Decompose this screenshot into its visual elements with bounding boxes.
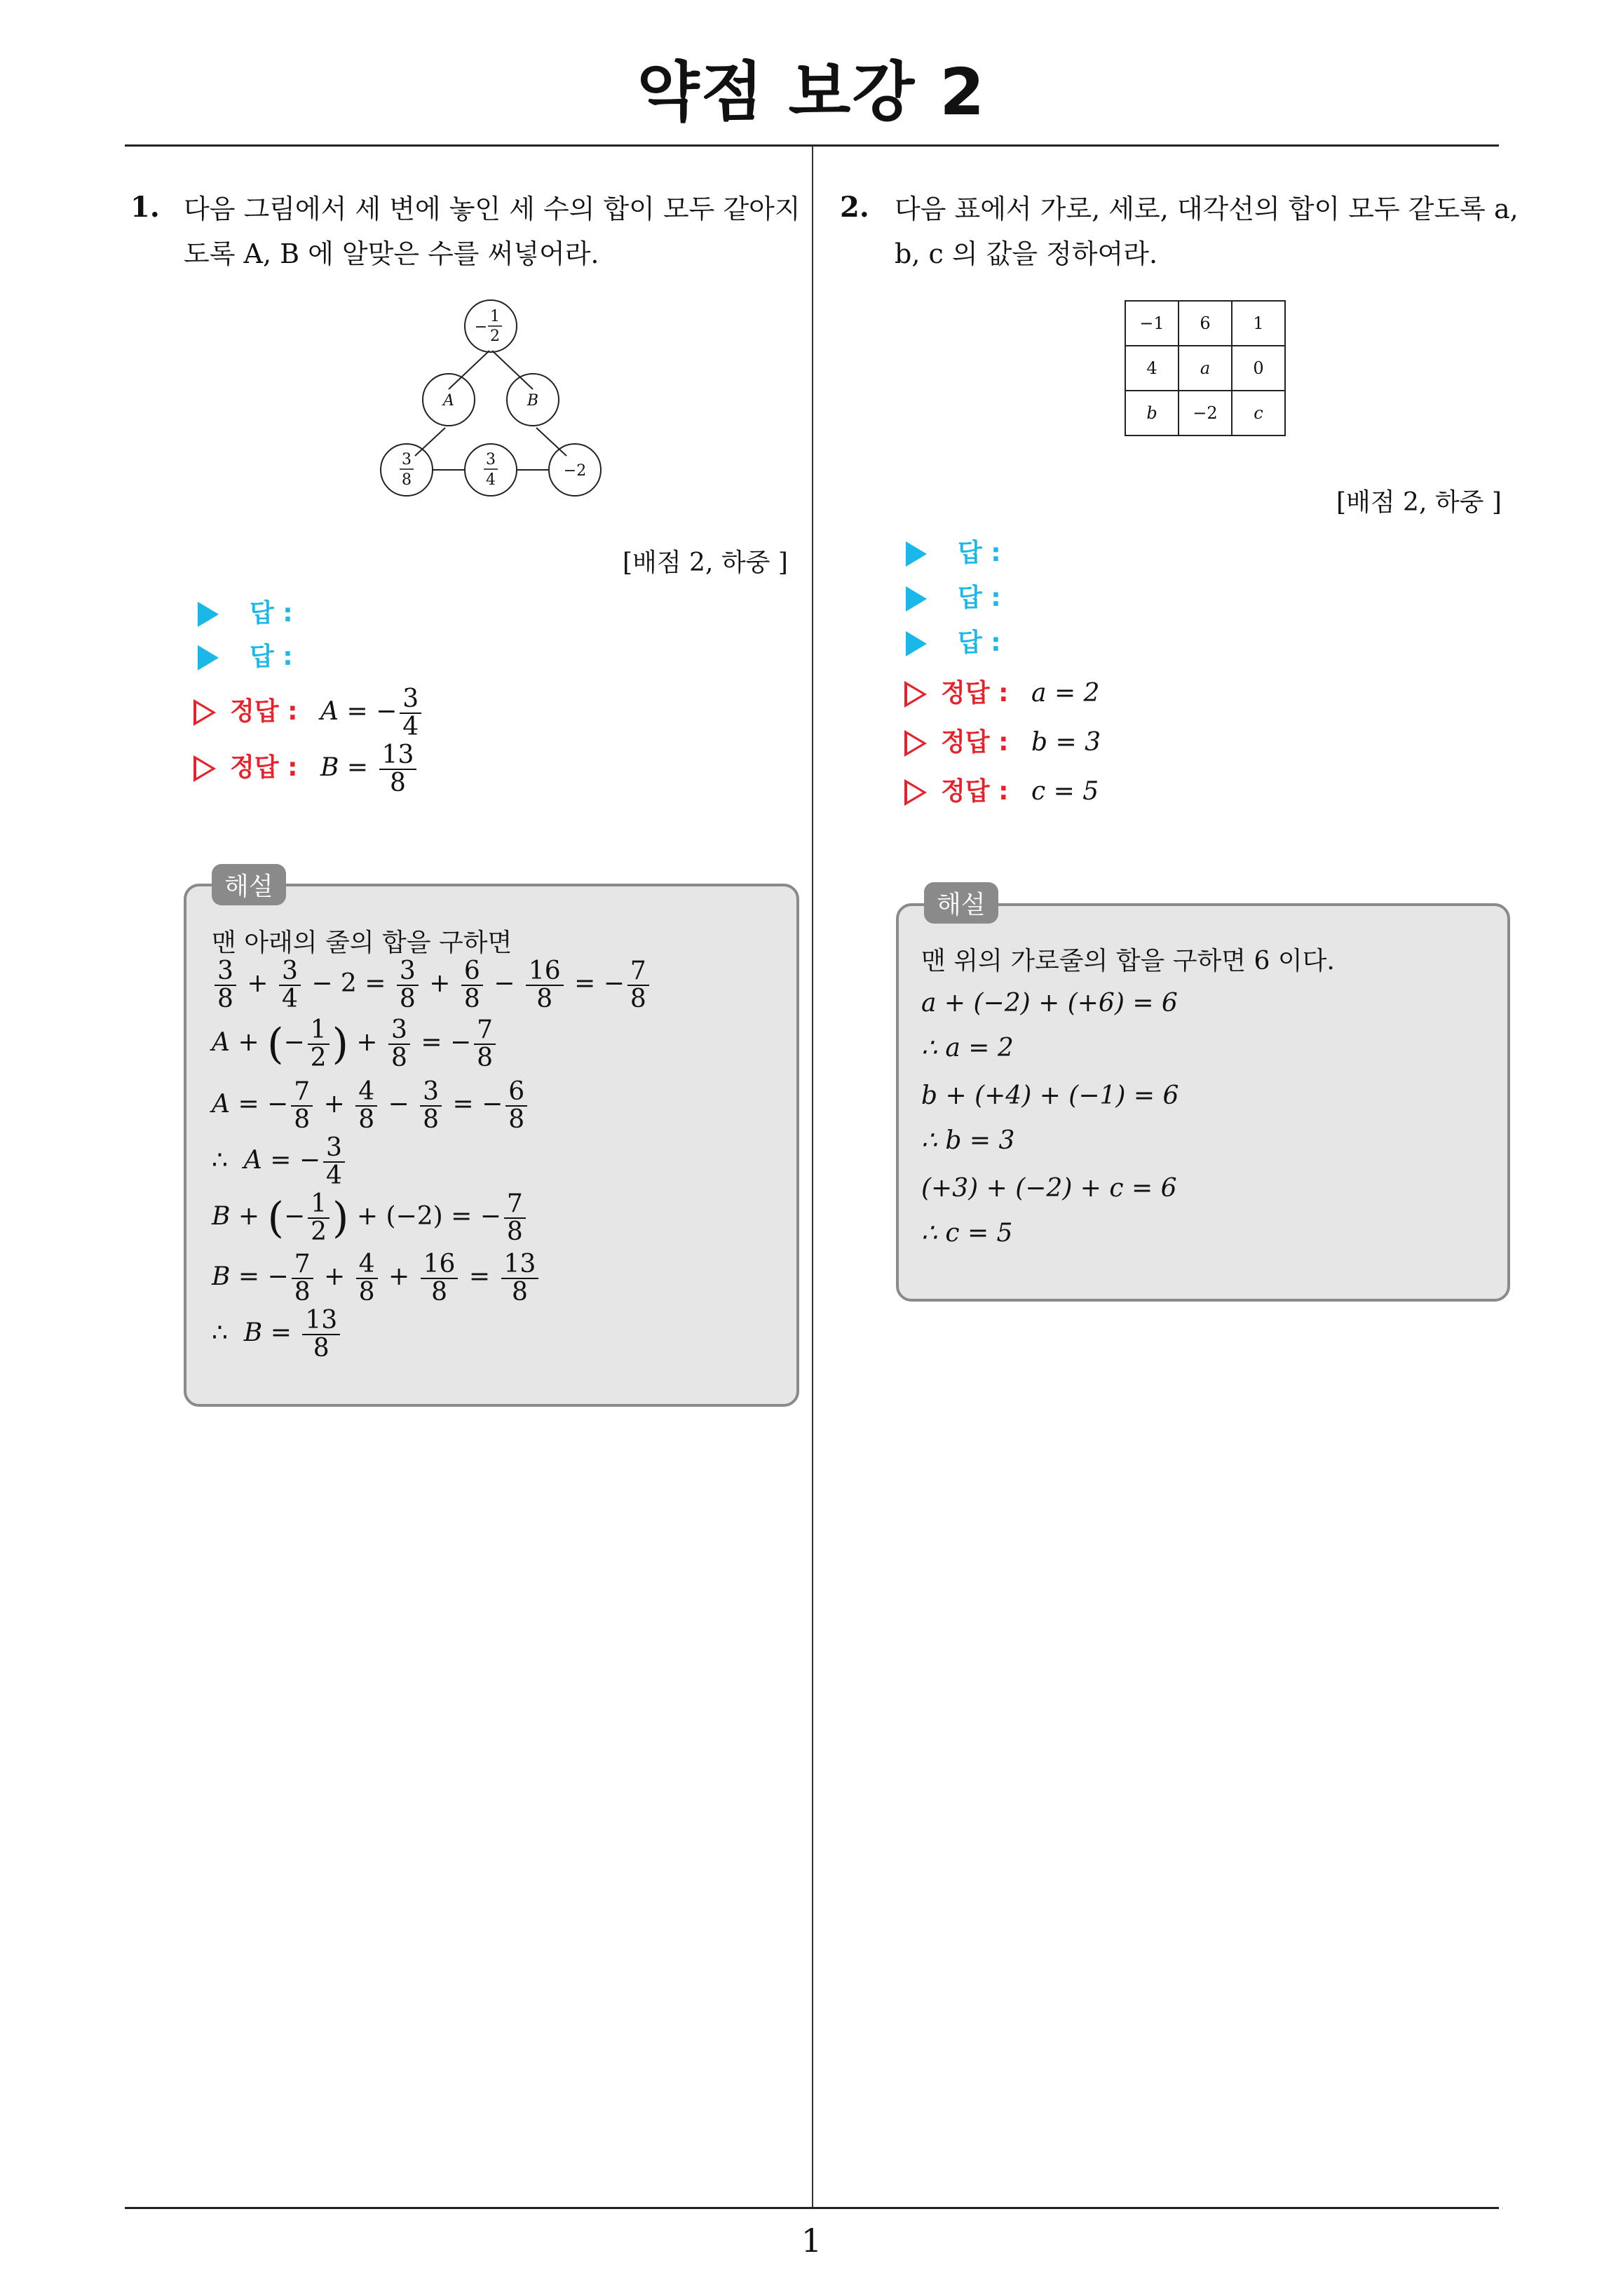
table-cell: 1 [1232, 301, 1285, 346]
q2-solution-line: ∴ a = 2 [921, 1034, 1014, 1062]
q2-correct-1: 정답 : a = 2 [904, 673, 1099, 709]
q2-correct-2: 정답 : b = 3 [904, 722, 1101, 758]
play-icon [198, 602, 219, 627]
q1-correct-2: 정답 : B = $\frac{13}{8}$ [193, 742, 419, 797]
q1-label-b: B [527, 392, 539, 410]
q2-solution-line: 맨 위의 가로줄의 합을 구하면 6 이다. [921, 947, 1335, 975]
q2-score: [배점 2, 하중 ] [1336, 488, 1502, 517]
q1-solution-tag: 해설 [212, 864, 286, 905]
page-title: 약점 보강 2 [637, 55, 986, 130]
table-cell: 6 [1179, 301, 1232, 346]
q1-solution-line: ∴ A = − $\frac{3}{4}$ [212, 1135, 348, 1189]
outline-triangle-icon [193, 755, 216, 782]
q1-solution-line: B + (− $\frac{1}{2}$ ) + (−2) = − $\frac{7}{8}$ [212, 1191, 529, 1245]
svg-text:1: 1 [490, 308, 500, 325]
q2-solution-line: (+3) + (−2) + c = 6 [921, 1174, 1177, 1203]
q2-solution-line: b + (+4) + (−1) = 6 [921, 1081, 1179, 1110]
page-number: 1 [801, 2222, 822, 2260]
q1-solution-line: ∴ B = $\frac{13}{8}$ [212, 1307, 343, 1362]
q2-answer-3[interactable]: 답 : [906, 623, 1001, 659]
q1-label-a: A [443, 392, 454, 410]
q2-number: 2. [840, 191, 869, 224]
q2-correct-value: c = 5 [1031, 777, 1099, 806]
table-cell: 0 [1232, 346, 1285, 391]
svg-text:−2: −2 [563, 462, 587, 480]
q1-triangle-figure [365, 288, 617, 512]
outline-triangle-icon [904, 730, 927, 757]
table-cell: b [1125, 391, 1179, 435]
table-cell: a [1179, 346, 1232, 391]
play-icon [906, 541, 927, 567]
q2-correct-value: a = 2 [1031, 679, 1100, 708]
q2-magic-square-table [1125, 300, 1286, 436]
outline-triangle-icon [904, 779, 927, 806]
q1-text-line1: 다음 그림에서 세 변에 놓인 세 수의 합이 모두 같아지 [184, 194, 801, 224]
svg-text:3: 3 [486, 451, 496, 468]
q2-answer-1[interactable]: 답 : [906, 533, 1001, 569]
q2-text-line2: b, c 의 값을 정하여라. [895, 238, 1158, 269]
svg-text:4: 4 [486, 471, 496, 489]
q1-answer-2[interactable]: 답 : [198, 637, 293, 673]
q2-answer-2[interactable]: 답 : [906, 578, 1001, 614]
svg-text:8: 8 [402, 471, 412, 489]
q2-solution-line: ∴ c = 5 [921, 1219, 1013, 1248]
q1-correct1-value: A = − $\frac{3}{4}$ [320, 697, 424, 726]
play-icon [906, 631, 927, 656]
q1-answer-1[interactable]: 답 : [198, 593, 293, 629]
svg-text:2: 2 [490, 327, 500, 345]
q1-solution-line: 맨 아래의 줄의 합을 구하면 [212, 928, 512, 957]
play-icon [198, 645, 219, 670]
table-cell: 4 [1125, 346, 1179, 391]
table-cell: −1 [1125, 301, 1179, 346]
table-cell: c [1232, 391, 1285, 435]
play-icon [906, 586, 927, 612]
table-cell: −2 [1179, 391, 1232, 435]
q1-solution-line: $\frac{3}{8}$ + $\frac{3}{4}$ − 2 = $\frac{3}{8}$ + $\frac{6}{8}$ − $\frac{16}{8}$ = − $\frac{7}{8}$ [212, 958, 652, 1013]
outline-triangle-icon [904, 681, 927, 708]
q1-number: 1. [130, 191, 160, 224]
q1-solution-line: B = − $\frac{7}{8}$ + $\frac{4}{8}$ + $\frac{16}{8}$ = $\frac{13}{8}$ [212, 1251, 541, 1306]
q1-score: [배점 2, 하중 ] [623, 548, 788, 577]
q2-solution-line: ∴ b = 3 [921, 1126, 1015, 1155]
q2-correct-3: 정답 : c = 5 [904, 771, 1099, 807]
svg-text:3: 3 [402, 451, 412, 468]
q1-solution-line: A + (− $\frac{1}{2}$ ) + $\frac{3}{8}$ = − $\frac{7}{8}$ [212, 1017, 498, 1072]
q1-correct-1: 정답 : A = − $\frac{3}{4}$ [193, 686, 424, 741]
q2-correct-value: b = 3 [1031, 728, 1101, 757]
column-divider [812, 146, 813, 2208]
q2-solution-tag: 해설 [924, 882, 998, 924]
q1-solution-line: A = − $\frac{7}{8}$ + $\frac{4}{8}$ − $\frac{3}{8}$ = − $\frac{6}{8}$ [212, 1079, 530, 1133]
outline-triangle-icon [193, 699, 216, 726]
q1-text-line2: 도록 A, B 에 알맞은 수를 써넣어라. [184, 238, 599, 269]
q1-correct2-value: B = $\frac{13}{8}$ [320, 753, 419, 782]
q2-solution-line: a + (−2) + (+6) = 6 [921, 989, 1178, 1018]
svg-text:−: − [474, 318, 488, 336]
q2-text-line1: 다음 표에서 가로, 세로, 대각선의 합이 모두 같도록 a, [895, 194, 1519, 224]
footer-rule [125, 2207, 1499, 2209]
